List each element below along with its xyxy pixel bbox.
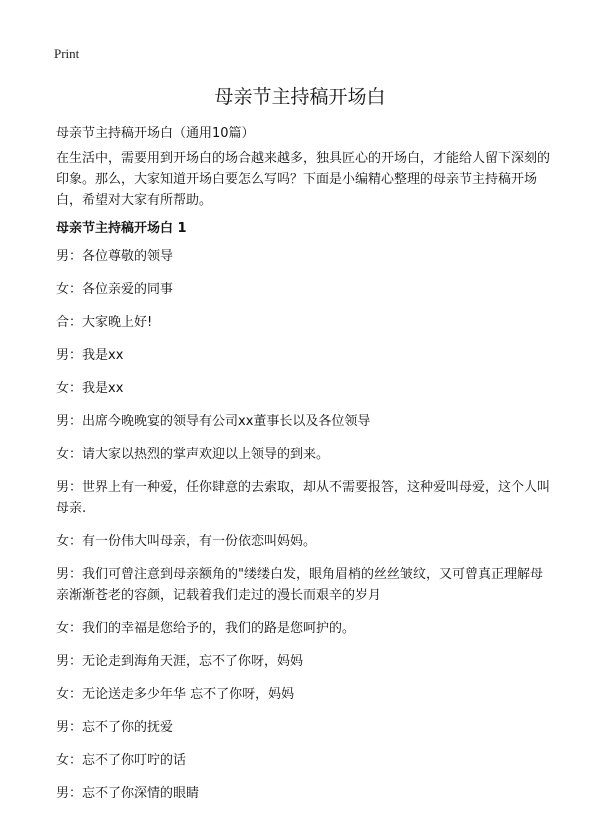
dialogue-line: 男：忘不了你的抚爱: [56, 720, 174, 735]
dialogue-line: 女：有一份伟大叫母亲，有一份依恋叫妈妈。: [56, 534, 317, 549]
dialogue-line: 女：各位亲爱的同事: [56, 282, 174, 297]
dialogue-line: 男：出席今晚晚宴的领导有公司xx董事长以及各位领导: [56, 414, 371, 429]
dialogue-line: 女：无论送走多少年华 忘不了你呀，妈妈: [56, 687, 295, 702]
dialogue-line: 女：忘不了你叮咛的话: [56, 753, 187, 768]
dialogue-list: [56, 246, 550, 816]
dialogue-line: 男：各位尊敬的领导: [56, 249, 174, 264]
dialogue-line: 男：忘不了你深情的眼睛: [56, 786, 200, 801]
dialogue-line: 女：我们的幸福是您给予的，我们的路是您呵护的。: [56, 621, 356, 636]
dialogue-line: 男：我是xx: [56, 348, 124, 363]
dialogue-line: 男：我们可曾注意到母亲额角的"缕缕白发，眼角眉梢的丝丝皱纹，又可曾真正理解母亲渐渐苍老的容颜，记载着我们走过的漫长而艰辛的岁月: [56, 567, 543, 603]
page-title: 母亲节主持稿开场白: [214, 86, 386, 108]
dialogue-line: 男：世界上有一种爱，任你肆意的去索取，却从不需要报答，这种爱叫母爱，这个人叫母亲.: [56, 480, 551, 516]
dialogue-line: 男：无论走到海角天涯，忘不了你呀，妈妈: [56, 654, 304, 669]
dialogue-line: 女：我是xx: [56, 381, 124, 396]
document-subtitle: 母亲节主持稿开场白（通用10篇）: [56, 126, 255, 141]
section-heading: 母亲节主持稿开场白 1: [56, 221, 187, 236]
intro-paragraph: 在生活中，需要用到开场白的场合越来越多，独具匠心的开场白，才能给人留下深刻的印象。那么，大家知道开场白要怎么写吗？下面是小编精心整理的母亲节主持稿开场白，希望对大家有所帮助。: [56, 151, 551, 208]
dialogue-line: 合：大家晚上好!: [56, 315, 153, 330]
dialogue-line: 女：请大家以热烈的掌声欢迎以上领导的到来。: [56, 447, 330, 462]
print-label: Print: [54, 46, 80, 61]
